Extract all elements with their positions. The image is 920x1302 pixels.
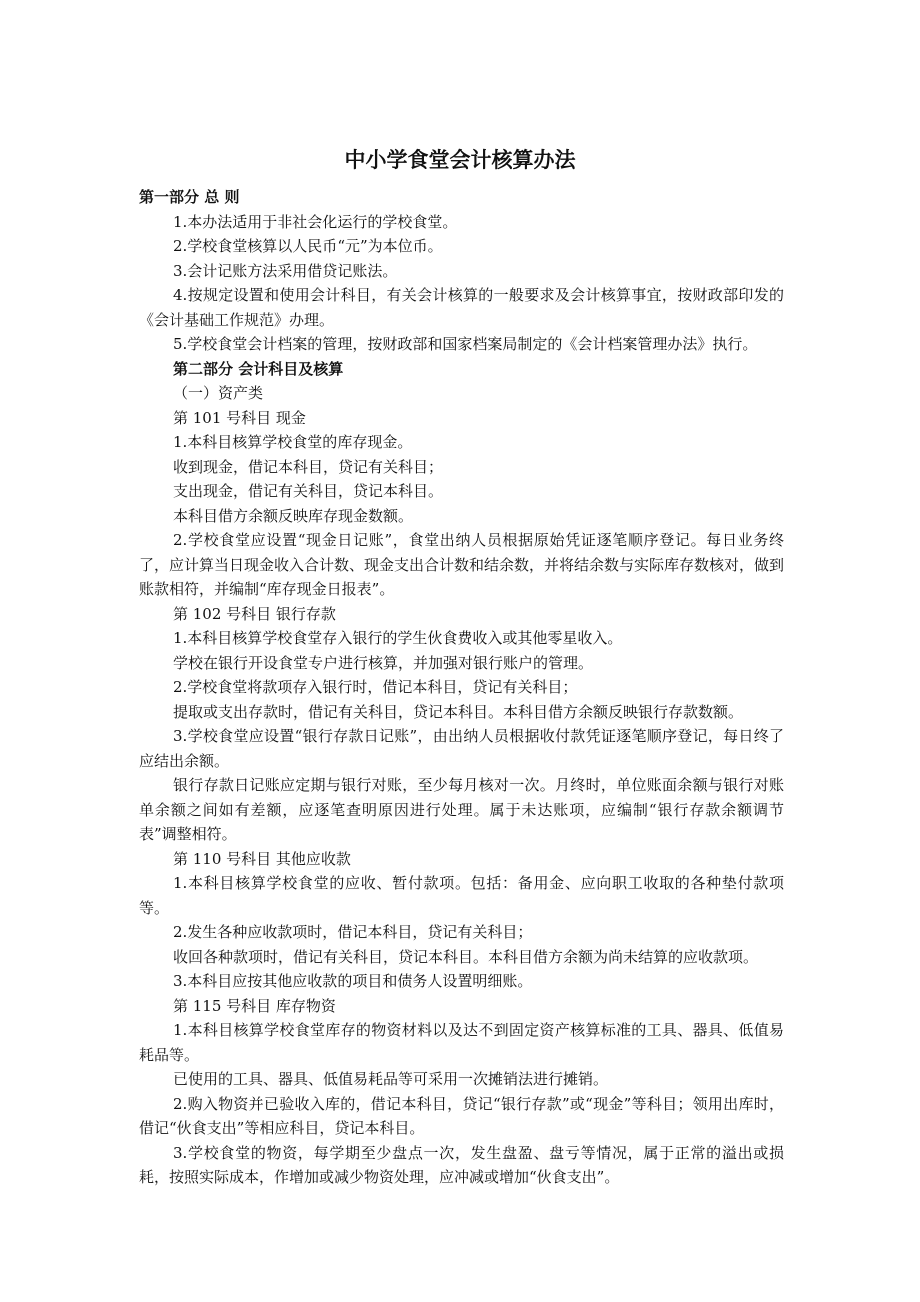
paragraph: 5.学校食堂会计档案的管理，按财政部和国家档案局制定的《会计档案管理办法》执行。 xyxy=(173,335,758,353)
paragraph: （一）资产类 xyxy=(173,384,264,402)
paragraph: 第 101 号科目 现金 xyxy=(173,408,306,427)
section-heading: 第一部分 总 则 xyxy=(139,188,240,206)
paragraph: 1.本科目核算学校食堂的库存现金。 xyxy=(173,433,413,451)
paragraph: 2.学校食堂核算以人民币“元”为本位币。 xyxy=(173,237,443,255)
paragraph: 2.学校食堂应设置“现金日记账”，食堂出纳人员根据原始凭证逐笔顺序登记。每日业务终了，应计算当日现金收入合计数、现金支出合计数和结余数，并将结余数与实际库存数核对，做到账款相符，并编制“库存现金日报表”。 xyxy=(139,531,785,598)
paragraph: 收回各种款项时，借记有关科目，贷记本科目。本科目借方余额为尚未结算的应收款项。 xyxy=(173,947,759,966)
paragraph: 第 102 号科目 银行存款 xyxy=(173,604,336,623)
paragraph: 4.按规定设置和使用会计科目，有关会计核算的一般要求及会计核算事宜，按财政部印发的《会计基础工作规范》办理。 xyxy=(139,286,784,329)
paragraph: 已使用的工具、器具、低值易耗品等可采用一次摊销法进行摊销。 xyxy=(173,1070,609,1088)
section-heading: 第二部分 会计科目及核算 xyxy=(173,359,344,378)
document-body xyxy=(139,185,784,1190)
paragraph: 支出现金，借记有关科目，贷记本科目。 xyxy=(173,482,444,500)
document-title: 中小学食堂会计核算办法 xyxy=(344,148,576,172)
paragraph: 1.本科目核算学校食堂存入银行的学生伙食费收入或其他零星收入。 xyxy=(173,629,623,647)
paragraph: 本科目借方余额反映库存现金数额。 xyxy=(173,506,414,525)
paragraph: 3.学校食堂应设置“银行存款日记账”，由出纳人员根据收付款凭证逐笔顺序登记，每日终了应结出余额。 xyxy=(139,727,784,770)
paragraph: 3.学校食堂的物资，每学期至少盘点一次，发生盘盈、盘亏等情况，属于正常的溢出或损耗，按照实际成本，作增加或减少物资处理，应冲减或增加“伙食支出”。 xyxy=(139,1143,784,1186)
paragraph: 收到现金，借记本科目，贷记有关科目； xyxy=(173,457,444,476)
paragraph: 2.发生各种应收款项时，借记本科目，贷记有关科目； xyxy=(173,923,533,941)
paragraph: 第 110 号科目 其他应收款 xyxy=(173,849,351,868)
paragraph: 3.本科目应按其他应收款的项目和债务人设置明细账。 xyxy=(173,972,533,990)
paragraph: 第 115 号科目 库存物资 xyxy=(173,996,336,1015)
paragraph: 2.学校食堂将款项存入银行时，借记本科目，贷记有关科目； xyxy=(173,678,578,696)
paragraph: 3.会计记账方法采用借贷记账法。 xyxy=(173,261,398,280)
paragraph: 银行存款日记账应定期与银行对账，至少每月核对一次。月终时，单位账面余额与银行对账单余额之间如有差额，应逐笔查明原因进行处理。属于未达账项，应编制“银行存款余额调节表”调整相符。 xyxy=(139,776,784,843)
paragraph: 1.本科目核算学校食堂的应收、暂付款项。包括：备用金、应向职工收取的各种垫付款项等。 xyxy=(139,874,784,917)
paragraph: 学校在银行开设食堂专户进行核算，并加强对银行账户的管理。 xyxy=(173,653,594,672)
paragraph: 2.购入物资并已验收入库的，借记本科目，贷记“银行存款”或“现金”等科目；领用出库时，借记“伙食支出”等相应科目，贷记本科目。 xyxy=(139,1094,784,1137)
paragraph: 1.本科目核算学校食堂库存的物资材料以及达不到固定资产核算标准的工具、器具、低值易耗品等。 xyxy=(139,1021,784,1064)
paragraph: 提取或支出存款时，借记有关科目，贷记本科目。本科目借方余额反映银行存款数额。 xyxy=(173,702,744,721)
paragraph: 1.本办法适用于非社会化运行的学校食堂。 xyxy=(173,212,458,231)
